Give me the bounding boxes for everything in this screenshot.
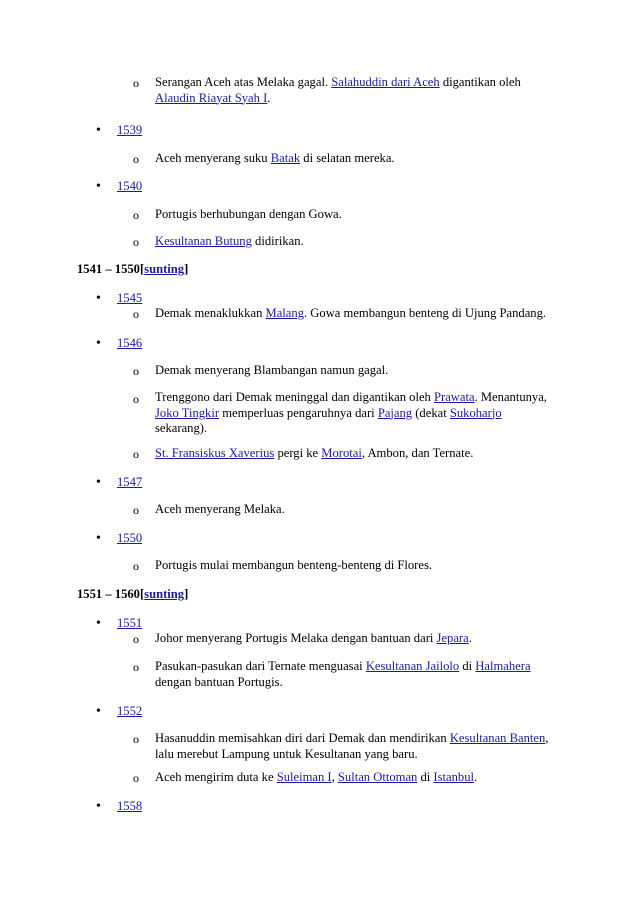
link-kesultanan-banten[interactable]: Kesultanan Banten — [449, 731, 546, 745]
item-text: di selatan mereka. — [300, 151, 395, 165]
sub-bullet: o — [133, 76, 139, 90]
heading-text: ] — [184, 262, 189, 276]
sub-bullet: o — [133, 771, 139, 785]
sub-bullet: o — [133, 152, 139, 166]
sub-bullet: o — [133, 732, 139, 746]
item-text: . — [267, 90, 271, 105]
link-pajang[interactable]: Pajang — [377, 405, 413, 420]
bullet: • — [96, 291, 101, 306]
edit-link[interactable]: sunting — [144, 262, 185, 276]
link-prawata[interactable]: Prawata — [434, 390, 475, 404]
item-text: (dekat — [412, 405, 450, 420]
item-text: di — [459, 659, 476, 673]
bullet: • — [96, 179, 101, 194]
heading-text: 1551 – 1560[ — [77, 587, 145, 601]
item-text: memperluas pengaruhnya dari — [219, 405, 378, 420]
link-year-1546[interactable]: 1546 — [117, 336, 143, 350]
link-batak[interactable]: Batak — [270, 151, 301, 165]
item-text: , Ambon, dan Ternate. — [361, 446, 474, 460]
heading-text: ] — [184, 587, 189, 601]
item-text: Demak menaklukkan — [155, 306, 266, 320]
item-text: Serangan Aceh atas Melaka gagal. — [155, 75, 332, 89]
link-halmahera[interactable]: Halmahera — [475, 659, 531, 673]
link-sukoharjo[interactable]: Sukoharjo — [449, 405, 502, 420]
list-item — [155, 731, 585, 762]
item-text: . Menantunya, — [474, 390, 547, 404]
item-text: pergi ke — [274, 446, 322, 460]
bullet: • — [96, 531, 101, 546]
link-suleiman-i[interactable]: Suleiman I — [276, 770, 332, 784]
list-item — [155, 75, 575, 106]
list-item — [155, 770, 477, 786]
item-text: didirikan. — [251, 234, 304, 248]
list-item: Portugis berhubungan dengan Gowa. — [155, 207, 342, 221]
sub-bullet: o — [133, 503, 139, 517]
item-text: lalu merebut Lampung untuk Kesultanan yang baru. — [155, 746, 418, 761]
link-year-1547[interactable]: 1547 — [117, 475, 143, 489]
list-item — [155, 446, 473, 462]
sub-bullet: o — [133, 235, 139, 249]
item-text: Aceh menyerang suku — [155, 151, 271, 165]
link-year-1551[interactable]: 1551 — [117, 616, 143, 630]
link-year-1539[interactable]: 1539 — [117, 123, 143, 137]
heading-text: 1541 – 1550[ — [77, 262, 145, 276]
link-sultan-ottoman[interactable]: Sultan Ottoman — [337, 770, 418, 784]
list-item — [155, 659, 585, 690]
bullet: • — [96, 799, 101, 814]
link-year-1540[interactable]: 1540 — [117, 179, 143, 193]
link-joko-tingkir[interactable]: Joko Tingkir — [155, 405, 220, 420]
sub-bullet: o — [133, 364, 139, 378]
link-istanbul[interactable]: Istanbul — [433, 770, 474, 784]
link-alaudin[interactable]: Alaudin Riayat Syah I — [155, 90, 268, 105]
link-year-1545[interactable]: 1545 — [117, 291, 143, 305]
item-text: digantikan oleh — [439, 75, 521, 89]
bullet: • — [96, 123, 101, 138]
item-text: di — [417, 770, 434, 784]
list-item: Portugis mulai membangun benteng-benteng di Flores. — [155, 558, 433, 572]
list-item — [155, 151, 395, 167]
item-text: Pasukan-pasukan dari Ternate menguasai — [155, 659, 366, 673]
bullet: • — [96, 475, 101, 490]
sub-bullet: o — [133, 447, 139, 461]
item-text: , — [545, 731, 549, 745]
list-item — [155, 631, 472, 647]
list-item: Aceh menyerang Melaka. — [155, 502, 285, 516]
link-year-1558[interactable]: 1558 — [117, 799, 143, 813]
item-text: sekarang). — [155, 421, 208, 435]
section-heading — [77, 262, 188, 277]
sub-bullet: o — [133, 208, 139, 222]
sub-bullet: o — [133, 559, 139, 573]
list-item — [155, 234, 304, 250]
link-salahuddin[interactable]: Salahuddin dari Aceh — [331, 75, 440, 89]
bullet: • — [96, 616, 101, 631]
sub-bullet: o — [133, 307, 139, 321]
link-year-1550[interactable]: 1550 — [117, 531, 143, 545]
link-malang[interactable]: Malang — [265, 306, 304, 320]
item-text: Aceh mengirim duta ke — [155, 770, 277, 784]
item-text: . — [468, 631, 472, 645]
link-kesultanan-butung[interactable]: Kesultanan Butung — [155, 234, 252, 248]
item-text: Trenggono dari Demak meninggal dan digantikan oleh — [155, 390, 434, 404]
item-text: Hasanuddin memisahkan diri dari Demak dan mendirikan — [155, 731, 450, 745]
sub-bullet: o — [133, 660, 139, 674]
link-jepara[interactable]: Jepara — [436, 631, 469, 645]
link-morotai[interactable]: Morotai — [321, 446, 362, 460]
bullet: • — [96, 336, 101, 351]
link-fransiskus-xaverius[interactable]: St. Fransiskus Xaverius — [155, 446, 275, 460]
item-text: Johor menyerang Portugis Melaka dengan bantuan dari — [155, 631, 437, 645]
list-item — [155, 390, 585, 437]
item-text: , — [331, 770, 338, 784]
edit-link[interactable]: sunting — [144, 587, 185, 601]
link-year-1552[interactable]: 1552 — [117, 704, 143, 718]
list-item — [155, 306, 546, 322]
sub-bullet: o — [133, 392, 139, 406]
bullet: • — [96, 704, 101, 719]
link-kesultanan-jailolo[interactable]: Kesultanan Jailolo — [365, 659, 460, 673]
item-text: . Gowa membangun benteng di Ujung Pandang. — [304, 306, 547, 320]
sub-bullet: o — [133, 632, 139, 646]
list-item: Demak menyerang Blambangan namun gagal. — [155, 363, 389, 377]
item-text: . — [474, 770, 478, 784]
item-text: dengan bantuan Portugis. — [155, 674, 283, 689]
section-heading — [77, 587, 188, 602]
